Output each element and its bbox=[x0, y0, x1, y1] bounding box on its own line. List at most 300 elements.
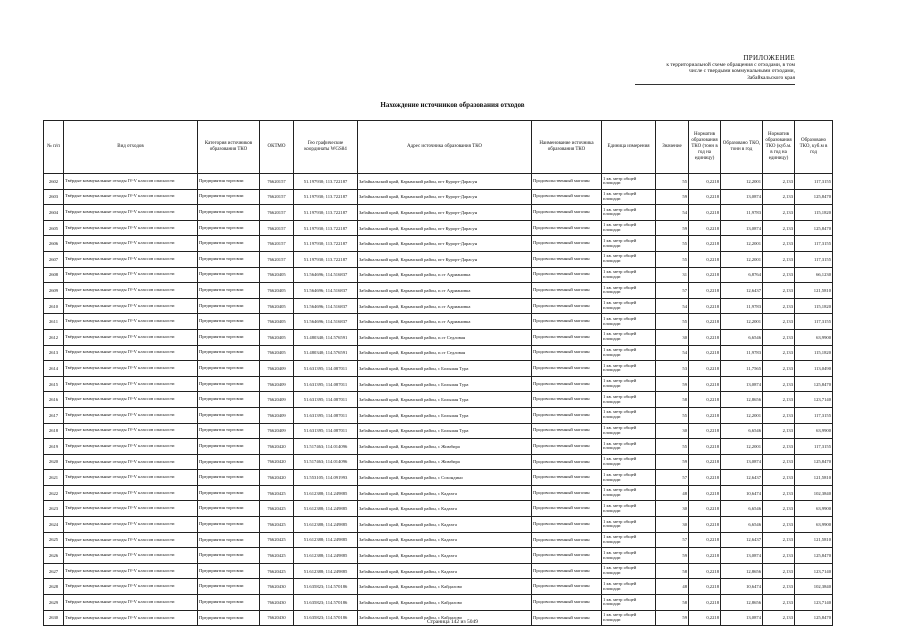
cell-tko-m3: 63,9900 bbox=[795, 501, 833, 517]
cell-row-number: 2616 bbox=[44, 392, 64, 408]
cell-source-name: Продовольственный магазин bbox=[532, 205, 602, 221]
cell-tko-m3: 117,3155 bbox=[795, 236, 833, 252]
cell-address: Забайкальский край, Карымский район, с Кайдалово bbox=[358, 595, 532, 611]
cell-waste-type: Твёрдые коммунальные отходы IV-V классов опасности bbox=[64, 345, 198, 361]
table-row bbox=[44, 189, 833, 205]
appendix-block bbox=[595, 55, 795, 85]
cell-address: Забайкальский край, Карымский район, п.ст Адриановка bbox=[358, 298, 532, 314]
cell-address: Забайкальский край, Карымский район, п.ст Адриановка bbox=[358, 314, 532, 330]
cell-oktmo-code: 76620430 bbox=[260, 610, 294, 626]
cell-unit: 1 кв. метр общей площади bbox=[602, 454, 656, 470]
cell-oktmo-code: 76620405 bbox=[260, 329, 294, 345]
cell-oktmo-code: 76620425 bbox=[260, 532, 294, 548]
cell-tko-m3: 117,3155 bbox=[795, 174, 833, 190]
cell-unit: 1 кв. метр общей площади bbox=[602, 361, 656, 377]
cell-tko-tons: 12,6437 bbox=[721, 283, 763, 299]
cell-waste-type: Твёрдые коммунальные отходы IV-V классов опасности bbox=[64, 361, 198, 377]
cell-norm-tons: 0,2218 bbox=[689, 298, 721, 314]
table-row bbox=[44, 454, 833, 470]
cell-norm-tons: 0,2218 bbox=[689, 376, 721, 392]
cell-address: Забайкальский край, Карымский район, пгт Курорт-Дарасун bbox=[358, 189, 532, 205]
cell-norm-tons: 0,2218 bbox=[689, 439, 721, 455]
cell-norm-tons: 0,2218 bbox=[689, 283, 721, 299]
cell-norm-m3: 2,133 bbox=[763, 548, 795, 564]
cell-oktmo-code: 76620405 bbox=[260, 283, 294, 299]
cell-norm-m3: 2,133 bbox=[763, 423, 795, 439]
cell-unit: 1 кв. метр общей площади bbox=[602, 532, 656, 548]
cell-tko-tons: 10,6474 bbox=[721, 579, 763, 595]
table-row bbox=[44, 501, 833, 517]
cell-coordinates: 51.612388; 114.249885 bbox=[294, 563, 358, 579]
header-waste: Вид отходов bbox=[64, 121, 198, 174]
cell-coordinates: 51.635823; 114.570186 bbox=[294, 579, 358, 595]
table-row bbox=[44, 470, 833, 486]
cell-waste-type: Твёрдые коммунальные отходы IV-V классов опасности bbox=[64, 470, 198, 486]
cell-oktmo-code: 76620409 bbox=[260, 392, 294, 408]
cell-tko-m3: 121,5810 bbox=[795, 532, 833, 548]
cell-unit: 1 кв. метр общей площади bbox=[602, 610, 656, 626]
cell-value: 57 bbox=[656, 470, 689, 486]
cell-coordinates: 51.631395; 114.087011 bbox=[294, 423, 358, 439]
cell-norm-tons: 0,2218 bbox=[689, 236, 721, 252]
cell-norm-tons: 0,2218 bbox=[689, 485, 721, 501]
cell-unit: 1 кв. метр общей площади bbox=[602, 220, 656, 236]
cell-coordinates: 51.517463; 114.014096 bbox=[294, 439, 358, 455]
cell-tko-m3: 125,8470 bbox=[795, 189, 833, 205]
cell-source-category: Предприятия торговли bbox=[198, 501, 260, 517]
cell-value: 30 bbox=[656, 329, 689, 345]
cell-tko-m3: 121,5810 bbox=[795, 470, 833, 486]
cell-unit: 1 кв. метр общей площади bbox=[602, 283, 656, 299]
cell-value: 54 bbox=[656, 345, 689, 361]
cell-coordinates: 51.197930; 113.722187 bbox=[294, 236, 358, 252]
header-oktmo: ОКТМО bbox=[260, 121, 294, 174]
cell-unit: 1 кв. метр общей площади bbox=[602, 329, 656, 345]
cell-source-name: Продовольственный магазин bbox=[532, 517, 602, 533]
cell-tko-m3: 102,3840 bbox=[795, 579, 833, 595]
cell-source-category: Предприятия торговли bbox=[198, 579, 260, 595]
cell-source-name: Продовольственный магазин bbox=[532, 329, 602, 345]
table-row bbox=[44, 283, 833, 299]
cell-norm-tons: 0,2218 bbox=[689, 314, 721, 330]
cell-tko-tons: 13,0874 bbox=[721, 548, 763, 564]
cell-value: 48 bbox=[656, 579, 689, 595]
cell-value: 59 bbox=[656, 548, 689, 564]
cell-norm-m3: 2,133 bbox=[763, 392, 795, 408]
cell-row-number: 2626 bbox=[44, 548, 64, 564]
cell-waste-type: Твёрдые коммунальные отходы IV-V классов опасности bbox=[64, 376, 198, 392]
cell-value: 55 bbox=[656, 407, 689, 423]
cell-tko-tons: 11,9783 bbox=[721, 205, 763, 221]
cell-address: Забайкальский край, Карымский район, с Большая Тура bbox=[358, 423, 532, 439]
cell-source-name: Продовольственный магазин bbox=[532, 283, 602, 299]
appendix-line: к территориальной схеме обращения с отходами, в том bbox=[666, 61, 795, 68]
header-coords: Гео графические координаты WGS84 bbox=[294, 121, 358, 174]
cell-value: 59 bbox=[656, 220, 689, 236]
cell-norm-tons: 0,2218 bbox=[689, 423, 721, 439]
cell-norm-m3: 2,133 bbox=[763, 329, 795, 345]
cell-address: Забайкальский край, Карымский район, пгт Курорт-Дарасун bbox=[358, 220, 532, 236]
cell-value: 57 bbox=[656, 532, 689, 548]
cell-tko-m3: 125,8470 bbox=[795, 610, 833, 626]
cell-tko-tons: 6,6546 bbox=[721, 329, 763, 345]
cell-tko-tons: 6,6546 bbox=[721, 517, 763, 533]
cell-tko-m3: 63,9900 bbox=[795, 329, 833, 345]
cell-row-number: 2624 bbox=[44, 517, 64, 533]
cell-coordinates: 51.612388; 114.249885 bbox=[294, 517, 358, 533]
cell-value: 59 bbox=[656, 376, 689, 392]
cell-tko-m3: 123,7140 bbox=[795, 595, 833, 611]
table-row bbox=[44, 579, 833, 595]
cell-tko-m3: 125,8470 bbox=[795, 376, 833, 392]
cell-norm-m3: 2,133 bbox=[763, 283, 795, 299]
cell-row-number: 2612 bbox=[44, 329, 64, 345]
cell-address: Забайкальский край, Карымский район, с Кадахта bbox=[358, 548, 532, 564]
cell-oktmo-code: 76620409 bbox=[260, 361, 294, 377]
cell-unit: 1 кв. метр общей площади bbox=[602, 595, 656, 611]
cell-norm-tons: 0,2218 bbox=[689, 361, 721, 377]
cell-source-category: Предприятия торговли bbox=[198, 485, 260, 501]
cell-unit: 1 кв. метр общей площади bbox=[602, 189, 656, 205]
cell-unit: 1 кв. метр общей площади bbox=[602, 517, 656, 533]
table-row bbox=[44, 314, 833, 330]
cell-oktmo-code: 76620409 bbox=[260, 376, 294, 392]
cell-value: 57 bbox=[656, 283, 689, 299]
cell-row-number: 2621 bbox=[44, 470, 64, 486]
cell-tko-tons: 13,0874 bbox=[721, 189, 763, 205]
cell-norm-m3: 2,133 bbox=[763, 454, 795, 470]
cell-address: Забайкальский край, Карымский район, пгт Курорт-Дарасун bbox=[358, 205, 532, 221]
cell-source-name: Продовольственный магазин bbox=[532, 532, 602, 548]
cell-value: 58 bbox=[656, 392, 689, 408]
cell-source-category: Предприятия торговли bbox=[198, 361, 260, 377]
cell-norm-tons: 0,2218 bbox=[689, 392, 721, 408]
cell-waste-type: Твёрдые коммунальные отходы IV-V классов опасности bbox=[64, 189, 198, 205]
cell-address: Забайкальский край, Карымский район, с Жимбира bbox=[358, 454, 532, 470]
cell-norm-tons: 0,2218 bbox=[689, 189, 721, 205]
table-row bbox=[44, 532, 833, 548]
cell-oktmo-code: 76620157 bbox=[260, 189, 294, 205]
cell-norm-m3: 2,133 bbox=[763, 174, 795, 190]
cell-row-number: 2606 bbox=[44, 236, 64, 252]
cell-coordinates: 51.631395; 114.087011 bbox=[294, 361, 358, 377]
cell-source-name: Продовольственный магазин bbox=[532, 470, 602, 486]
cell-coordinates: 51.612388; 114.249885 bbox=[294, 501, 358, 517]
cell-norm-m3: 2,133 bbox=[763, 189, 795, 205]
table-row bbox=[44, 439, 833, 455]
cell-tko-m3: 102,3840 bbox=[795, 485, 833, 501]
cell-source-name: Продовольственный магазин bbox=[532, 189, 602, 205]
cell-tko-m3: 125,8470 bbox=[795, 548, 833, 564]
cell-tko-tons: 6,6546 bbox=[721, 423, 763, 439]
cell-norm-m3: 2,133 bbox=[763, 314, 795, 330]
cell-oktmo-code: 76620409 bbox=[260, 407, 294, 423]
cell-norm-m3: 2,133 bbox=[763, 236, 795, 252]
cell-waste-type: Твёрдые коммунальные отходы IV-V классов опасности bbox=[64, 298, 198, 314]
cell-tko-tons: 11,9783 bbox=[721, 298, 763, 314]
cell-tko-tons: 6,8764 bbox=[721, 267, 763, 283]
cell-value: 54 bbox=[656, 298, 689, 314]
cell-waste-type: Твёрдые коммунальные отходы IV-V классов опасности bbox=[64, 517, 198, 533]
table-row bbox=[44, 376, 833, 392]
cell-row-number: 2610 bbox=[44, 298, 64, 314]
appendix-line: Забайкальского края bbox=[747, 74, 795, 81]
cell-coordinates: 51.564696; 114.516837 bbox=[294, 314, 358, 330]
cell-waste-type: Твёрдые коммунальные отходы IV-V классов опасности bbox=[64, 579, 198, 595]
header-category: Категория источников образования ТКО bbox=[198, 121, 260, 174]
table-row bbox=[44, 329, 833, 345]
header-source: Наименование источника образования ТКО bbox=[532, 121, 602, 174]
cell-norm-tons: 0,2218 bbox=[689, 532, 721, 548]
cell-source-category: Предприятия торговли bbox=[198, 439, 260, 455]
table-row bbox=[44, 361, 833, 377]
cell-source-category: Предприятия торговли bbox=[198, 532, 260, 548]
cell-source-category: Предприятия торговли bbox=[198, 517, 260, 533]
table-row bbox=[44, 251, 833, 267]
cell-tko-m3: 115,1820 bbox=[795, 345, 833, 361]
cell-oktmo-code: 76620409 bbox=[260, 423, 294, 439]
cell-tko-tons: 12,6437 bbox=[721, 470, 763, 486]
cell-value: 55 bbox=[656, 314, 689, 330]
cell-tko-m3: 115,1820 bbox=[795, 298, 833, 314]
cell-source-category: Предприятия торговли bbox=[198, 423, 260, 439]
cell-source-name: Продовольственный магазин bbox=[532, 345, 602, 361]
header-address: Адрес источника образования ТКО bbox=[358, 121, 532, 174]
waste-sources-table bbox=[43, 120, 833, 626]
cell-coordinates: 51.635823; 114.570186 bbox=[294, 610, 358, 626]
cell-norm-tons: 0,2218 bbox=[689, 579, 721, 595]
cell-unit: 1 кв. метр общей площади bbox=[602, 563, 656, 579]
cell-coordinates: 51.197930; 113.722187 bbox=[294, 220, 358, 236]
cell-value: 55 bbox=[656, 174, 689, 190]
table-row bbox=[44, 563, 833, 579]
cell-tko-m3: 115,1820 bbox=[795, 205, 833, 221]
cell-tko-tons: 12,2001 bbox=[721, 407, 763, 423]
cell-value: 54 bbox=[656, 205, 689, 221]
cell-address: Забайкальский край, Карымский район, с Сохондино bbox=[358, 470, 532, 486]
cell-row-number: 2611 bbox=[44, 314, 64, 330]
cell-coordinates: 51.197930; 113.722187 bbox=[294, 189, 358, 205]
cell-waste-type: Твёрдые коммунальные отходы IV-V классов опасности bbox=[64, 532, 198, 548]
cell-source-name: Продовольственный магазин bbox=[532, 298, 602, 314]
appendix-title: ПРИЛОЖЕНИЕ bbox=[743, 54, 795, 62]
appendix-divider bbox=[635, 84, 795, 85]
cell-oktmo-code: 76620425 bbox=[260, 548, 294, 564]
cell-coordinates: 51.631395; 114.087011 bbox=[294, 376, 358, 392]
cell-row-number: 2604 bbox=[44, 205, 64, 221]
cell-address: Забайкальский край, Карымский район, с Большая Тура bbox=[358, 392, 532, 408]
cell-norm-tons: 0,2218 bbox=[689, 610, 721, 626]
header-value: Значение bbox=[656, 121, 689, 174]
cell-row-number: 2609 bbox=[44, 283, 64, 299]
cell-source-name: Продовольственный магазин bbox=[532, 236, 602, 252]
cell-waste-type: Твёрдые коммунальные отходы IV-V классов опасности bbox=[64, 595, 198, 611]
cell-value: 30 bbox=[656, 501, 689, 517]
cell-norm-tons: 0,2218 bbox=[689, 595, 721, 611]
cell-address: Забайкальский край, Карымский район, с Большая Тура bbox=[358, 376, 532, 392]
table-row bbox=[44, 485, 833, 501]
cell-norm-m3: 2,133 bbox=[763, 610, 795, 626]
cell-oktmo-code: 76620405 bbox=[260, 314, 294, 330]
cell-value: 53 bbox=[656, 361, 689, 377]
cell-source-category: Предприятия торговли bbox=[198, 205, 260, 221]
cell-address: Забайкальский край, Карымский район, п.ст Седловая bbox=[358, 345, 532, 361]
cell-row-number: 2617 bbox=[44, 407, 64, 423]
cell-source-name: Продовольственный магазин bbox=[532, 267, 602, 283]
cell-source-category: Предприятия торговли bbox=[198, 548, 260, 564]
cell-coordinates: 51.564696; 114.516837 bbox=[294, 283, 358, 299]
cell-waste-type: Твёрдые коммунальные отходы IV-V классов опасности bbox=[64, 174, 198, 190]
cell-tko-m3: 125,8470 bbox=[795, 454, 833, 470]
cell-waste-type: Твёрдые коммунальные отходы IV-V классов опасности bbox=[64, 251, 198, 267]
cell-waste-type: Твёрдые коммунальные отходы IV-V классов опасности bbox=[64, 548, 198, 564]
cell-source-category: Предприятия торговли bbox=[198, 329, 260, 345]
cell-tko-tons: 12,8656 bbox=[721, 392, 763, 408]
cell-unit: 1 кв. метр общей площади bbox=[602, 345, 656, 361]
cell-tko-m3: 117,3155 bbox=[795, 251, 833, 267]
cell-waste-type: Твёрдые коммунальные отходы IV-V классов опасности bbox=[64, 563, 198, 579]
cell-source-name: Продовольственный магазин bbox=[532, 548, 602, 564]
cell-source-category: Предприятия торговли bbox=[198, 595, 260, 611]
cell-norm-tons: 0,2218 bbox=[689, 454, 721, 470]
cell-norm-m3: 2,133 bbox=[763, 439, 795, 455]
cell-row-number: 2607 bbox=[44, 251, 64, 267]
cell-unit: 1 кв. метр общей площади bbox=[602, 485, 656, 501]
cell-tko-tons: 12,2001 bbox=[721, 439, 763, 455]
cell-coordinates: 51.197930; 113.722187 bbox=[294, 251, 358, 267]
cell-coordinates: 51.612388; 114.249885 bbox=[294, 485, 358, 501]
cell-tko-tons: 6,6546 bbox=[721, 501, 763, 517]
cell-waste-type: Твёрдые коммунальные отходы IV-V классов опасности bbox=[64, 610, 198, 626]
cell-source-category: Предприятия торговли bbox=[198, 392, 260, 408]
cell-oktmo-code: 76620425 bbox=[260, 517, 294, 533]
cell-waste-type: Твёрдые коммунальные отходы IV-V классов опасности bbox=[64, 392, 198, 408]
cell-coordinates: 51.564696; 114.516837 bbox=[294, 267, 358, 283]
cell-waste-type: Твёрдые коммунальные отходы IV-V классов опасности bbox=[64, 501, 198, 517]
cell-row-number: 2602 bbox=[44, 174, 64, 190]
cell-source-category: Предприятия торговли bbox=[198, 376, 260, 392]
cell-tko-m3: 117,3155 bbox=[795, 439, 833, 455]
cell-unit: 1 кв. метр общей площади bbox=[602, 298, 656, 314]
cell-address: Забайкальский край, Карымский район, п.ст Седловая bbox=[358, 329, 532, 345]
cell-coordinates: 51.612388; 114.249885 bbox=[294, 532, 358, 548]
cell-value: 48 bbox=[656, 485, 689, 501]
document-title: Нахождение источников образования отходов bbox=[380, 101, 525, 109]
cell-tko-m3: 123,7140 bbox=[795, 392, 833, 408]
cell-address: Забайкальский край, Карымский район, с Жимбира bbox=[358, 439, 532, 455]
cell-tko-m3: 125,8470 bbox=[795, 220, 833, 236]
cell-waste-type: Твёрдые коммунальные отходы IV-V классов опасности bbox=[64, 407, 198, 423]
table-header-row bbox=[44, 121, 833, 174]
table-row bbox=[44, 595, 833, 611]
cell-source-category: Предприятия торговли bbox=[198, 454, 260, 470]
cell-row-number: 2628 bbox=[44, 579, 64, 595]
cell-coordinates: 51.612388; 114.249885 bbox=[294, 548, 358, 564]
cell-row-number: 2625 bbox=[44, 532, 64, 548]
cell-row-number: 2630 bbox=[44, 610, 64, 626]
cell-row-number: 2603 bbox=[44, 189, 64, 205]
cell-tko-tons: 13,0874 bbox=[721, 454, 763, 470]
cell-source-category: Предприятия торговли bbox=[198, 189, 260, 205]
cell-value: 31 bbox=[656, 267, 689, 283]
cell-norm-m3: 2,133 bbox=[763, 361, 795, 377]
cell-row-number: 2618 bbox=[44, 423, 64, 439]
cell-norm-m3: 2,133 bbox=[763, 407, 795, 423]
cell-address: Забайкальский край, Карымский район, пгт Курорт-Дарасун bbox=[358, 251, 532, 267]
cell-value: 55 bbox=[656, 251, 689, 267]
cell-source-name: Продовольственный магазин bbox=[532, 485, 602, 501]
cell-unit: 1 кв. метр общей площади bbox=[602, 376, 656, 392]
table-row bbox=[44, 423, 833, 439]
cell-address: Забайкальский край, Карымский район, с Кадахта bbox=[358, 485, 532, 501]
cell-row-number: 2623 bbox=[44, 501, 64, 517]
header-norm-m3: Норматив образования ТКО (куб.м. в год на единицу) bbox=[763, 121, 795, 174]
cell-coordinates: 51.553105; 114.091993 bbox=[294, 470, 358, 486]
cell-tko-tons: 12,2001 bbox=[721, 251, 763, 267]
cell-value: 59 bbox=[656, 189, 689, 205]
header-norm-t: Норматив образования ТКО (тонн в год на единицу) bbox=[689, 121, 721, 174]
table-row bbox=[44, 236, 833, 252]
cell-coordinates: 51.480340; 114.576591 bbox=[294, 345, 358, 361]
cell-coordinates: 51.631395; 114.087011 bbox=[294, 392, 358, 408]
cell-tko-m3: 66,1230 bbox=[795, 267, 833, 283]
cell-unit: 1 кв. метр общей площади bbox=[602, 236, 656, 252]
cell-source-category: Предприятия торговли bbox=[198, 251, 260, 267]
cell-waste-type: Твёрдые коммунальные отходы IV-V классов опасности bbox=[64, 423, 198, 439]
cell-source-name: Продовольственный магазин bbox=[532, 174, 602, 190]
cell-norm-tons: 0,2218 bbox=[689, 407, 721, 423]
cell-tko-m3: 117,3155 bbox=[795, 314, 833, 330]
cell-oktmo-code: 76620420 bbox=[260, 470, 294, 486]
cell-tko-tons: 12,8656 bbox=[721, 595, 763, 611]
cell-row-number: 2627 bbox=[44, 563, 64, 579]
cell-tko-tons: 10,6474 bbox=[721, 485, 763, 501]
cell-norm-tons: 0,2218 bbox=[689, 174, 721, 190]
cell-tko-tons: 12,2001 bbox=[721, 236, 763, 252]
cell-oktmo-code: 76620157 bbox=[260, 205, 294, 221]
cell-row-number: 2605 bbox=[44, 220, 64, 236]
cell-source-name: Продовольственный магазин bbox=[532, 251, 602, 267]
cell-source-category: Предприятия торговли bbox=[198, 236, 260, 252]
cell-unit: 1 кв. метр общей площади bbox=[602, 501, 656, 517]
cell-norm-tons: 0,2218 bbox=[689, 501, 721, 517]
cell-unit: 1 кв. метр общей площади bbox=[602, 267, 656, 283]
cell-oktmo-code: 76620405 bbox=[260, 267, 294, 283]
cell-source-name: Продовольственный магазин bbox=[532, 314, 602, 330]
cell-unit: 1 кв. метр общей площади bbox=[602, 423, 656, 439]
header-tko-m3: Образовано ТКО, куб.м в год bbox=[795, 121, 833, 174]
cell-source-category: Предприятия торговли bbox=[198, 563, 260, 579]
cell-norm-tons: 0,2218 bbox=[689, 345, 721, 361]
cell-norm-tons: 0,2218 bbox=[689, 548, 721, 564]
cell-oktmo-code: 76620425 bbox=[260, 485, 294, 501]
cell-row-number: 2615 bbox=[44, 376, 64, 392]
cell-waste-type: Твёрдые коммунальные отходы IV-V классов опасности bbox=[64, 329, 198, 345]
cell-coordinates: 51.631395; 114.087011 bbox=[294, 407, 358, 423]
cell-waste-type: Твёрдые коммунальные отходы IV-V классов опасности bbox=[64, 236, 198, 252]
cell-row-number: 2613 bbox=[44, 345, 64, 361]
cell-norm-m3: 2,133 bbox=[763, 595, 795, 611]
cell-unit: 1 кв. метр общей площади bbox=[602, 174, 656, 190]
cell-row-number: 2619 bbox=[44, 439, 64, 455]
cell-row-number: 2629 bbox=[44, 595, 64, 611]
cell-value: 55 bbox=[656, 439, 689, 455]
cell-address: Забайкальский край, Карымский район, с Кадахта bbox=[358, 532, 532, 548]
cell-unit: 1 кв. метр общей площади bbox=[602, 548, 656, 564]
table-row bbox=[44, 517, 833, 533]
cell-unit: 1 кв. метр общей площади bbox=[602, 579, 656, 595]
cell-tko-tons: 13,0874 bbox=[721, 610, 763, 626]
